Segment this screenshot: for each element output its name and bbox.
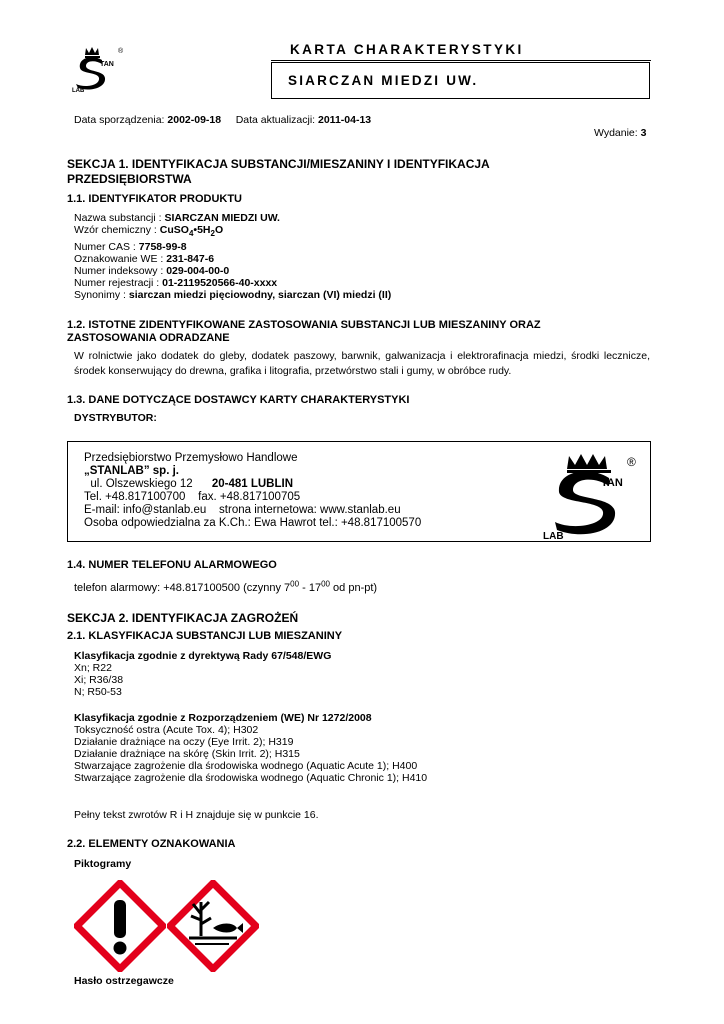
section1-title-line1: SEKCJA 1. IDENTYFIKACJA SUBSTANCJI/MIESZANINY I IDENTYFIKACJA	[67, 157, 490, 171]
created-value: 2002-09-18	[167, 114, 222, 126]
directive-item: Xi; R36/38	[74, 674, 124, 686]
dist-contact: Osoba odpowiedzialna za K.Ch.: Ewa Hawrot tel.: +48.817100570	[84, 517, 422, 529]
we-value: 231-847-6	[166, 253, 215, 265]
document-dates	[74, 114, 371, 126]
svg-text:®: ®	[627, 455, 636, 469]
s13-title: 1.3. DANE DOTYCZĄCE DOSTAWCY KARTY CHARAKTERYSTYKI	[67, 394, 410, 406]
full-text-note: Pełny tekst zwrotów R i H znajduje się w punkcie 16.	[74, 809, 319, 821]
title-divider	[271, 60, 651, 61]
s14-title: 1.4. NUMER TELEFONU ALARMOWEGO	[67, 559, 277, 571]
registration-value: 01-2119520566-40-xxxx	[162, 277, 278, 289]
substance-name-row	[74, 212, 280, 224]
synonyms-value: siarczan miedzi pięciowodny, siarczan (VI) miedzi (II)	[128, 289, 392, 301]
edition	[594, 127, 646, 139]
environment-pictogram-icon	[167, 880, 259, 972]
svg-text:TAN: TAN	[100, 61, 114, 68]
synonyms-label: Synonimy :	[74, 289, 129, 301]
document-title: KARTA CHARAKTERYSTYKI	[290, 42, 524, 57]
substance-name: SIARCZAN MIEDZI UW.	[288, 73, 479, 88]
s12-text: W rolnictwie jako dodatek do gleby, dodatek paszowy, barwnik, galwanizacja i elektrorafinacja miedzi, środki lecznicze, środek konserwujący do drewna, grafika i litografia, przetwórstwo stali i gumy, w obróbce rudy.	[74, 350, 650, 377]
cas-row	[74, 241, 187, 253]
svg-text:LAB: LAB	[72, 88, 85, 94]
regulation-item: Działanie drażniące na oczy (Eye Irrit. 2); H319	[74, 736, 294, 748]
index-value: 029-004-00-0	[166, 265, 230, 277]
section1-title-line2: PRZEDSIĘBIORSTWA	[67, 172, 192, 186]
created-label: Data sporządzenia:	[74, 114, 168, 126]
registration-row	[74, 277, 277, 289]
dist-phones: Tel. +48.817100700 fax. +48.817100705	[84, 491, 301, 503]
directive-item: Xn; R22	[74, 662, 112, 674]
regulation-item: Toksyczność ostra (Acute Tox. 4); H302	[74, 724, 259, 736]
synonyms-row	[74, 289, 391, 301]
edition-label: Wydanie:	[594, 127, 641, 139]
distributor-label: DYSTRYBUTOR:	[74, 412, 157, 424]
dist-name: „STANLAB” sp. j.	[84, 465, 179, 477]
index-row	[74, 265, 229, 277]
svg-text:®: ®	[118, 48, 124, 55]
edition-value: 3	[640, 127, 647, 139]
we-row	[74, 253, 214, 265]
s11-title: 1.1. IDENTYFIKATOR PRODUKTU	[67, 193, 242, 205]
formula-value: $CuSO_4•5H_2O$	[159, 224, 224, 239]
s12-title-line1: 1.2. ISTOTNE ZIDENTYFIKOWANE ZASTOSOWANIA SUBSTANCJI LUB MIESZANINY ORAZ	[67, 319, 541, 331]
dist-address	[84, 478, 293, 491]
regulation-item: Działanie drażniące na skórę (Skin Irrit. 2); H315	[74, 748, 300, 760]
name-label: Nazwa substancji :	[74, 212, 165, 224]
regulation-title: Klasyfikacja zgodnie z Rozporządzeniem (WE) Nr 1272/2008	[74, 712, 372, 724]
svg-text:LAB: LAB	[543, 531, 564, 541]
index-label: Numer indeksowy :	[74, 265, 167, 277]
name-value: SIARCZAN MIEDZI UW.	[164, 212, 280, 224]
svg-text:TAN: TAN	[601, 477, 623, 489]
directive-title: Klasyfikacja zgodnie z dyrektywą Rady 67/548/EWG	[74, 650, 332, 662]
cas-label: Numer CAS :	[74, 241, 139, 253]
formula-row	[74, 224, 224, 239]
formula-label: Wzór chemiczny :	[74, 224, 160, 236]
exclamation-mark-pictogram-icon	[74, 880, 166, 972]
updated-value: 2011-04-13	[318, 114, 372, 126]
dist-company: Przedsiębiorstwo Przemysłowo Handlowe	[84, 452, 298, 464]
cas-value: 7758-99-8	[138, 241, 187, 253]
regulation-item: Stwarzające zagrożenie dla środowiska wodnego (Aquatic Acute 1); H400	[74, 760, 418, 772]
stanlab-logo-large-icon	[543, 448, 639, 541]
dist-web: E-mail: info@stanlab.eu strona internetowa: www.stanlab.eu	[84, 504, 401, 516]
registration-label: Numer rejestracji :	[74, 277, 163, 289]
directive-item: N; R50-53	[74, 686, 122, 698]
section2-title: SEKCJA 2. IDENTYFIKACJA ZAGROŻEŃ	[67, 611, 299, 625]
regulation-item: Stwarzające zagrożenie dla środowiska wodnego (Aquatic Chronic 1); H410	[74, 772, 428, 784]
we-label: Oznakowanie WE :	[74, 253, 167, 265]
s21-title: 2.1. KLASYFIKACJA SUBSTANCJI LUB MIESZANINY	[67, 630, 343, 642]
updated-label: Data aktualizacji:	[235, 114, 318, 126]
s22-title: 2.2. ELEMENTY OZNAKOWANIA	[67, 838, 236, 850]
dist-city: 20-481 LUBLIN	[211, 478, 294, 490]
pictograms-label: Piktogramy	[74, 858, 132, 870]
stanlab-logo-icon	[72, 44, 126, 94]
alarm-phone: telefon alarmowy: +48.817100500 (czynny $7^{00} - 17^{00}$ od pn-pt)	[74, 579, 378, 594]
signal-word-label: Hasło ostrzegawcze	[74, 975, 174, 987]
dist-street: ul. Olszewskiego 12	[84, 478, 193, 490]
s12-title-line2: ZASTOSOWANIA ODRADZANE	[67, 332, 230, 344]
